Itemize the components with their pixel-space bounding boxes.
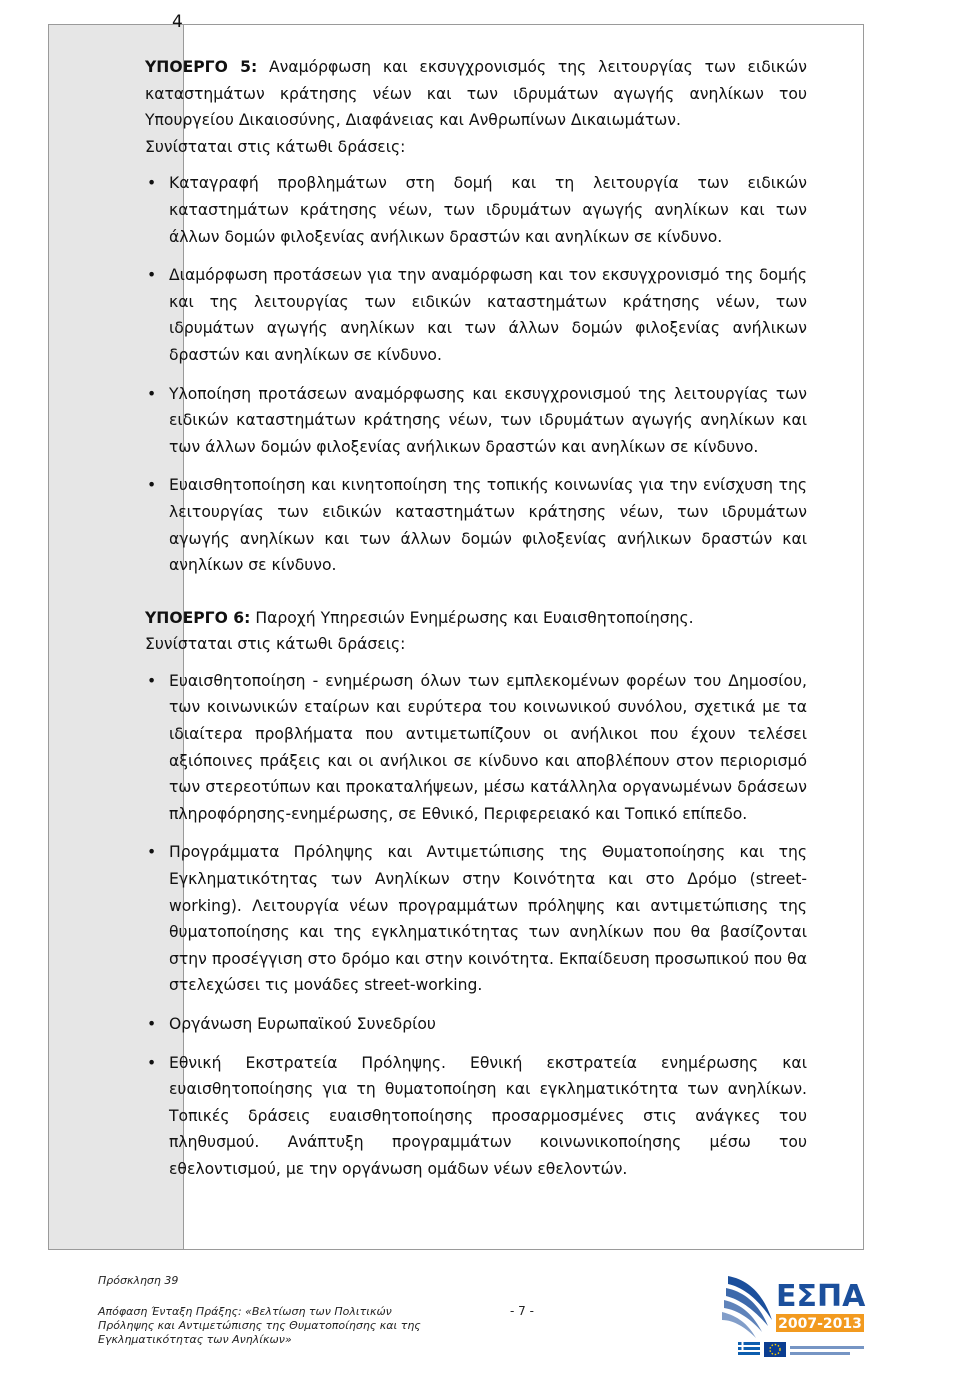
subproject6-heading <box>145 605 807 632</box>
bullet-icon: • <box>147 266 157 285</box>
bullet-icon: • <box>147 1053 157 1072</box>
espa-logo-word: ΕΣΠΑ <box>776 1279 866 1314</box>
page-number: 4 <box>172 12 183 32</box>
subproject6-intro: Συνίσταται στις κάτωθι δράσεις: <box>145 635 406 654</box>
espa-swoosh-icon <box>722 1276 772 1338</box>
list-item: • Υλοποίηση προτάσεων αναμόρφωσης και εκσυγχρονισμού της λειτουργίας των ειδικών καταστημάτων κράτησης νέων, των ιδρυμάτων αγωγής ανηλίκων και των άλλων δομών φιλοξενίας ανήλικων δραστών και ανηλίκων σε κίνδυνο. <box>145 381 807 461</box>
footer-decision-line-2: Πρόληψης και Αντιμετώπισης της Θυματοποίησης και της <box>98 1319 421 1332</box>
funding-text-line-icon <box>790 1346 864 1349</box>
subproject6-actions <box>145 668 807 1183</box>
list-item: • Ευαισθητοποίηση - ενημέρωση όλων των εμπλεκομένων φορέων του Δημοσίου, των κοινωνικών εταίρων και ευρύτερα του κοινωνικού συνόλου, σχετικά με τα ιδιαίτερα προβλήματα που αντιμετωπίζουν οι ανήλικοι που έχουν τελέσει αξιόποινες πράξεις και οι ανήλικοι σε κίνδυνο και αποβλέπουν στον περιορισμό των στερεοτύπων και προκαταλήψεων, μέσω κατάλληλα οργανωμένων δράσεων πληροφόρησης-ενημέρωσης, σε Εθνικό, Περιφερειακό και Τοπικό επίπεδο. <box>145 668 807 828</box>
list-item: • Ευαισθητοποίηση και κινητοποίηση της τοπικής κοινωνίας για την ενίσχυση της λειτουργίας των ειδικών καταστημάτων κράτησης νέων, των ιδρυμάτων αγωγής ανηλίκων και των άλλων δομών φιλοξενίας ανήλικων δραστών και ανηλίκων σε κίνδυνο. <box>145 472 807 578</box>
list-item: • Προγράμματα Πρόληψης και Αντιμετώπισης της Θυματοποίησης και της Εγκληματικότητας των Ανηλίκων στην Κοινότητα και στο Δρόμο (street-working). Λειτουργία νέων προγραμμάτων πρόληψης και αντιμετώπισης της θυματοποίησης και της εγκληματικότητας των ανηλίκων που θα βασίζονται στην προσέγγιση στο δρόμο και στην κοινότητα. Εκπαίδευση προσωπικού που θα στελεχώσει τις μονάδες street-working. <box>145 839 807 999</box>
footer-page-marker: - 7 - <box>510 1304 534 1318</box>
subproject5-actions <box>145 170 807 578</box>
funding-text-line-icon <box>790 1352 850 1355</box>
subproject6-title: Παροχή Υπηρεσιών Ενημέρωσης και Ευαισθητοποίησης. <box>250 608 694 627</box>
list-item: • Καταγραφή προβλημάτων στη δομή και τη λειτουργία των ειδικών καταστημάτων κράτησης νέων, των ιδρυμάτων αγωγής ανηλίκων και των άλλων δομών φιλοξενίας ανήλικων δραστών και ανηλίκων σε κίνδυνο. <box>145 170 807 250</box>
body-text <box>145 54 807 1183</box>
subproject5-title: Αναμόρφωση και εκσυγχρονισμός της λειτουργίας των ειδικών καταστημάτων κράτησης νέων και των ιδρυμάτων αγωγής ανηλίκων του Υπουργείου Δικαιοσύνης, Διαφάνειας και Ανθρωπίνων Δικαιωμάτων. <box>145 58 807 130</box>
bullet-icon: • <box>147 671 157 690</box>
footer-call: Πρόσκληση 39 <box>98 1274 179 1287</box>
bullet-icon: • <box>147 476 157 495</box>
list-item: • Εθνική Εκστρατεία Πρόληψης. Εθνική εκστρατεία ενημέρωσης και ευαισθητοποίησης για τη θυματοποίηση και εγκληματικότητα των ανηλίκων. Τοπικές δράσεις ευαισθητοποίησης προσαρμοσμένες στις ανάγκες του πληθυσμού. Ανάπτυξη προγραμμάτων κοινωνικοποίησης μέσω του εθελοντισμού, με την οργάνωση ομάδων νέων εθελοντών. <box>145 1050 807 1183</box>
bullet-icon: • <box>147 174 157 193</box>
list-item: • Διαμόρφωση προτάσεων για την αναμόρφωση και τον εκσυγχρονισμό της δομής και της λειτουργίας των ειδικών καταστημάτων κράτησης νέων, των ιδρυμάτων αγωγής ανηλίκων και των άλλων δομών φιλοξενίας ανήλικων δραστών και ανηλίκων σε κίνδυνο. <box>145 262 807 368</box>
espa-logo <box>720 1262 870 1372</box>
subproject6-label: ΥΠΟΕΡΓΟ 6: <box>145 608 251 627</box>
footer-decision-line-3: Εγκληματικότητας των Ανηλίκων» <box>98 1333 292 1346</box>
bullet-icon: • <box>147 384 157 403</box>
greek-flag-icon <box>738 1342 760 1357</box>
footer-decision-line-1: Απόφαση Ένταξη Πράξης: «Βελτίωση των Πολιτικών <box>98 1305 392 1318</box>
list-item: • Οργάνωση Ευρωπαϊκού Συνεδρίου <box>145 1011 807 1038</box>
subproject5-label: ΥΠΟΕΡΓΟ 5: <box>145 58 258 76</box>
bullet-icon: • <box>147 843 157 862</box>
subproject5-intro: Συνίσταται στις κάτωθι δράσεις: <box>145 137 406 156</box>
bullet-icon: • <box>147 1015 157 1033</box>
subproject5-heading <box>145 54 807 134</box>
espa-logo-years: 2007-2013 <box>778 1316 862 1332</box>
